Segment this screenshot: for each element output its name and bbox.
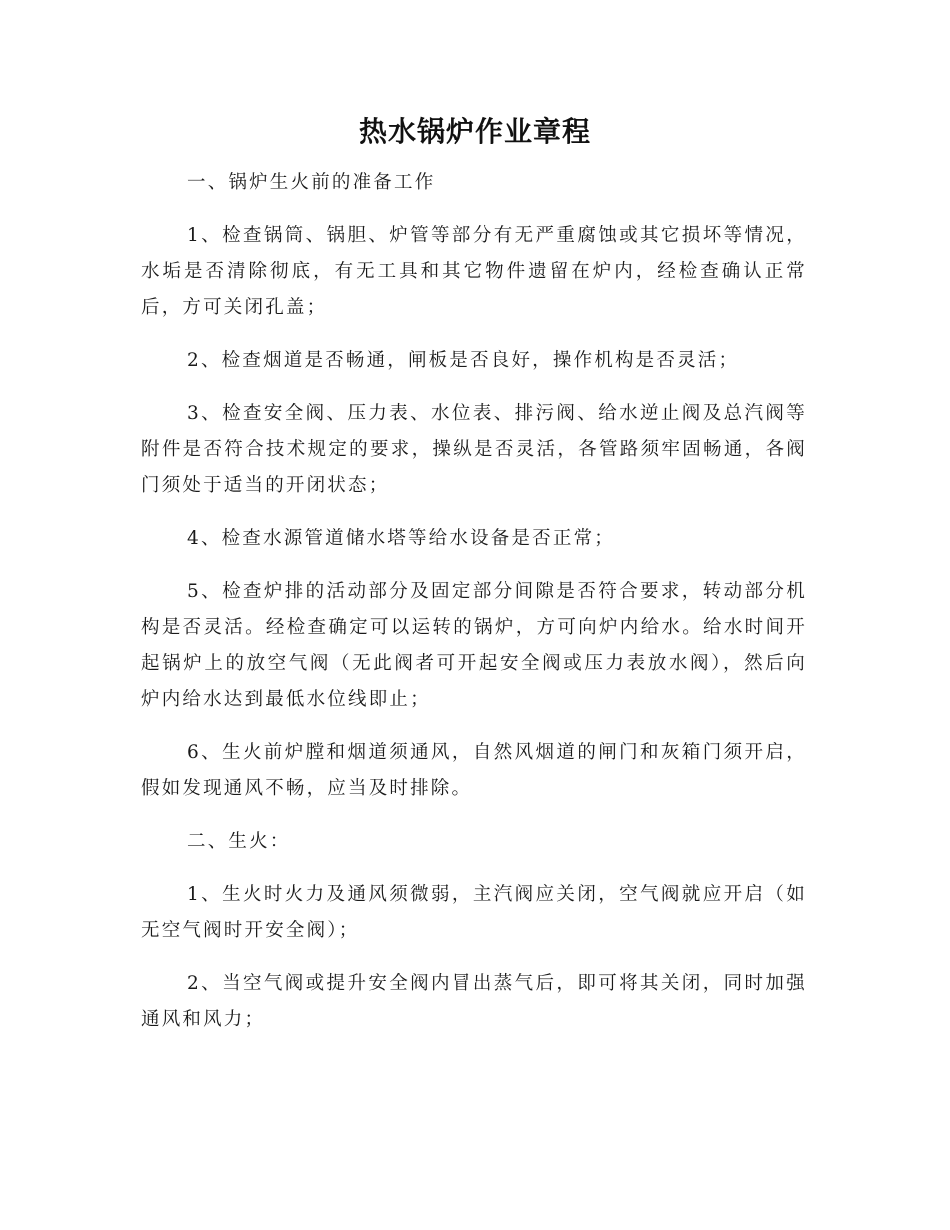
section-heading-ignition: 二、生火：: [187, 831, 291, 852]
paragraph: 2、当空气阀或提升安全阀内冒出蒸气后，即可将其关闭，同时加强通风和风力；: [141, 973, 807, 1030]
document-body: [141, 165, 807, 1055]
paragraph: 1、检查锅筒、锅胆、炉管等部分有无严重腐蚀或其它损坏等情况，水垢是否清除彻底，有无工具和其它物件遗留在炉内，经检查确认正常后，方可关闭孔盖；: [141, 225, 807, 318]
paragraph: 3、检查安全阀、压力表、水位表、排污阀、给水逆止阀及总汽阀等附件是否符合技术规定的要求，操纵是否灵活，各管路须牢固畅通，各阀门须处于适当的开闭状态；: [141, 403, 807, 496]
paragraph: 2、检查烟道是否畅通，闸板是否良好，操作机构是否灵活；: [187, 350, 740, 371]
paragraph: 5、检查炉排的活动部分及固定部分间隙是否符合要求，转动部分机构是否灵活。经检查确定可以运转的锅炉，方可向炉内给水。给水时间开起锅炉上的放空气阀（无此阀者可开起安全阀或压力表放水阀），然后向炉内给水达到最低水位线即止；: [141, 581, 807, 710]
paragraph: 6、生火前炉膛和烟道须通风，自然风烟道的闸门和灰箱门须开启，假如发现通风不畅，应当及时排除。: [141, 742, 807, 799]
paragraph: 4、检查水源管道储水塔等给水设备是否正常；: [187, 528, 615, 549]
section-heading-preparation: 一、锅炉生火前的准备工作: [187, 172, 436, 193]
page-title: 热水锅炉作业章程: [358, 115, 591, 148]
paragraph: 1、生火时火力及通风须微弱，主汽阀应关闭，空气阀就应开启（如无空气阀时开安全阀）；: [141, 884, 807, 941]
